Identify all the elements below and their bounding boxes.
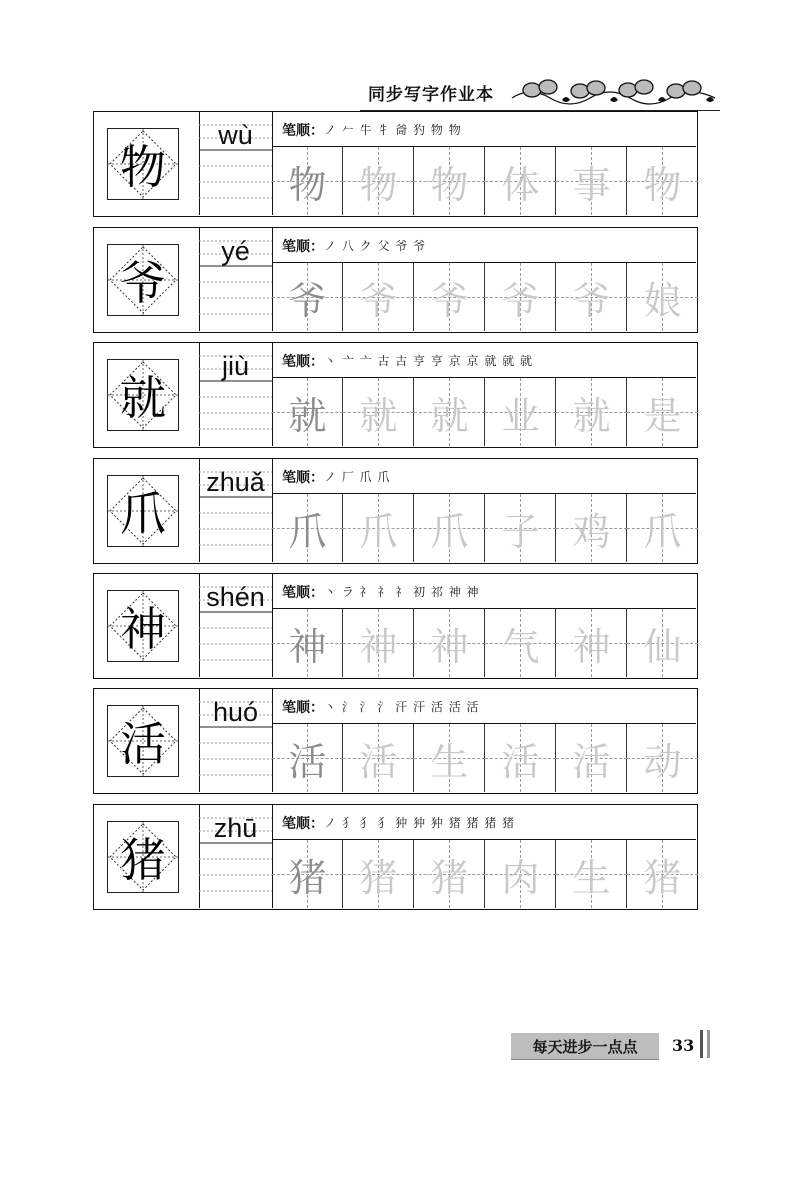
stroke-order-sequence: 丶 ラ 礻 礻 礻 初 祁 神 神 — [324, 585, 480, 599]
pinyin: shén — [206, 582, 265, 612]
practice-cell[interactable] — [343, 724, 414, 792]
stroke-order-label: 笔顺： — [282, 816, 324, 832]
trace-character: 生 — [572, 855, 611, 900]
practice-cell[interactable] — [414, 263, 485, 331]
page-number: 33 — [672, 1036, 695, 1055]
stroke-order-sequence: 丶 氵 氵 氵 汗 汗 活 活 活 — [324, 700, 480, 714]
stroke-order-label: 笔顺： — [282, 585, 324, 601]
practice-cells — [272, 724, 698, 792]
trace-character: 物 — [359, 162, 398, 207]
stroke-order-row — [272, 228, 696, 263]
trace-character: 就 — [359, 393, 398, 438]
stroke-order-label: 笔顺： — [282, 123, 324, 139]
trace-character: 动 — [643, 739, 682, 784]
pinyin-cell — [199, 574, 273, 677]
trace-character: 鸡 — [572, 509, 611, 554]
practice-cell[interactable] — [627, 147, 698, 215]
trace-character: 就 — [288, 393, 327, 438]
trace-character: 爷 — [430, 278, 469, 323]
practice-cell[interactable] — [343, 378, 414, 446]
practice-cell[interactable] — [485, 263, 556, 331]
trace-character: 娘 — [643, 278, 682, 323]
pinyin: zhū — [213, 813, 258, 843]
pinyin-cell — [199, 228, 273, 331]
trace-character: 气 — [501, 624, 540, 669]
practice-cell[interactable] — [485, 494, 556, 562]
trace-character: 爪 — [288, 509, 327, 554]
tian-zi-grid — [107, 705, 179, 777]
character-row — [93, 342, 698, 448]
practice-cell[interactable] — [272, 840, 343, 908]
practice-cell[interactable] — [272, 378, 343, 446]
trace-character: 活 — [359, 739, 398, 784]
trace-character: 就 — [572, 393, 611, 438]
pinyin: huó — [212, 697, 259, 727]
practice-cell[interactable] — [627, 378, 698, 446]
stroke-order-sequence: ノ 厂 爪 爪 — [324, 470, 391, 484]
practice-cell[interactable] — [556, 840, 627, 908]
pinyin: jiù — [221, 351, 249, 381]
practice-cell[interactable] — [272, 147, 343, 215]
trace-character: 神 — [288, 624, 327, 669]
stroke-order-label: 笔顺： — [282, 239, 324, 255]
model-char-cell — [94, 343, 200, 446]
practice-cell[interactable] — [272, 609, 343, 677]
trace-character: 活 — [572, 739, 611, 784]
model-character: 神 — [120, 602, 166, 656]
pinyin-cell — [199, 459, 273, 562]
trace-character: 爪 — [430, 509, 469, 554]
practice-cell[interactable] — [627, 724, 698, 792]
stroke-order-row — [272, 343, 696, 378]
practice-cell[interactable] — [556, 494, 627, 562]
trace-character: 猪 — [430, 855, 469, 900]
tian-zi-grid — [107, 590, 179, 662]
practice-cell[interactable] — [343, 840, 414, 908]
trace-character: 爪 — [643, 509, 682, 554]
practice-cell[interactable] — [556, 609, 627, 677]
model-char-cell — [94, 459, 200, 562]
model-char-cell — [94, 112, 200, 215]
footer-slogan: 每天进步一点点 — [511, 1033, 659, 1059]
stroke-order-sequence: ノ 犭 犭 犭 狆 狆 狆 猪 猪 猪 猪 — [324, 816, 516, 830]
book-title: 同步写字作业本 — [368, 85, 494, 105]
practice-cell[interactable] — [627, 840, 698, 908]
practice-cell[interactable] — [343, 263, 414, 331]
stroke-order-label: 笔顺： — [282, 354, 324, 370]
pinyin-cell — [199, 112, 273, 215]
trace-character: 爪 — [359, 509, 398, 554]
model-char-cell — [94, 689, 200, 792]
practice-cell[interactable] — [414, 147, 485, 215]
practice-cell[interactable] — [414, 724, 485, 792]
practice-cell[interactable] — [343, 609, 414, 677]
pinyin-cell — [199, 805, 273, 908]
tian-zi-grid — [107, 821, 179, 893]
trace-character: 物 — [430, 162, 469, 207]
page-edge-bar — [700, 1030, 703, 1058]
practice-cell[interactable] — [556, 378, 627, 446]
trace-character: 神 — [359, 624, 398, 669]
model-char-cell — [94, 228, 200, 331]
model-character: 就 — [120, 371, 166, 425]
practice-cell[interactable] — [343, 494, 414, 562]
practice-cells — [272, 494, 698, 562]
stroke-order-sequence: ノ 𠂉 牛 牜 㸗 犳 物 物 — [324, 123, 462, 137]
model-character: 活 — [120, 717, 166, 771]
trace-character: 体 — [501, 162, 540, 207]
trace-character: 神 — [430, 624, 469, 669]
practice-cells — [272, 378, 698, 446]
character-row — [93, 573, 698, 679]
pinyin: wù — [218, 120, 253, 150]
practice-cell[interactable] — [414, 840, 485, 908]
practice-cell[interactable] — [485, 724, 556, 792]
model-character: 物 — [120, 140, 166, 194]
model-character: 爪 — [120, 487, 166, 541]
trace-character: 子 — [501, 509, 540, 554]
practice-cell[interactable] — [414, 609, 485, 677]
trace-character: 事 — [572, 162, 611, 207]
trace-character: 物 — [288, 162, 327, 207]
tian-zi-grid — [107, 244, 179, 316]
practice-cell[interactable] — [627, 263, 698, 331]
trace-character: 物 — [643, 162, 682, 207]
trace-character: 就 — [430, 393, 469, 438]
character-row — [93, 111, 698, 217]
model-character: 猪 — [120, 833, 166, 887]
trace-character: 是 — [643, 393, 682, 438]
practice-cell[interactable] — [485, 147, 556, 215]
tian-zi-grid — [107, 359, 179, 431]
trace-character: 神 — [572, 624, 611, 669]
page-edge-bar — [707, 1030, 710, 1058]
trace-character: 爷 — [288, 278, 327, 323]
trace-character: 活 — [501, 739, 540, 784]
practice-cell[interactable] — [272, 494, 343, 562]
trace-character: 活 — [288, 739, 327, 784]
footer-rule — [511, 1059, 659, 1060]
trace-character: 猪 — [359, 855, 398, 900]
trace-character: 业 — [501, 393, 540, 438]
practice-cells — [272, 263, 698, 331]
stroke-order-label: 笔顺： — [282, 700, 324, 716]
practice-cell[interactable] — [485, 378, 556, 446]
stroke-order-row — [272, 689, 696, 724]
stroke-order-row — [272, 805, 696, 840]
model-char-cell — [94, 574, 200, 677]
practice-cell[interactable] — [414, 494, 485, 562]
practice-cell[interactable] — [556, 724, 627, 792]
pinyin: zhuǎ — [206, 467, 265, 497]
trace-character: 肉 — [501, 855, 540, 900]
practice-cell[interactable] — [485, 840, 556, 908]
tian-zi-grid — [107, 475, 179, 547]
tian-zi-grid — [107, 128, 179, 200]
page-header — [360, 76, 740, 116]
character-row — [93, 688, 698, 794]
trace-character: 仙 — [643, 624, 682, 669]
practice-cell[interactable] — [627, 609, 698, 677]
model-character: 爷 — [120, 256, 166, 310]
stroke-order-sequence: 丶 亠 亠 古 古 亨 亨 京 京 就 就 就 — [324, 354, 533, 368]
practice-cell[interactable] — [272, 724, 343, 792]
practice-cell[interactable] — [414, 378, 485, 446]
pinyin-cell — [199, 343, 273, 446]
practice-cells — [272, 147, 698, 215]
stroke-order-row — [272, 574, 696, 609]
character-row — [93, 458, 698, 564]
practice-cell[interactable] — [272, 263, 343, 331]
character-row — [93, 227, 698, 333]
stroke-order-row — [272, 112, 696, 147]
stroke-order-sequence: ノ 八 ク 父 爷 爷 — [324, 239, 427, 253]
trace-character: 猪 — [288, 855, 327, 900]
model-char-cell — [94, 805, 200, 908]
trace-character: 爷 — [359, 278, 398, 323]
pinyin-cell — [199, 689, 273, 792]
leaf-vine-decoration — [510, 76, 720, 110]
practice-cells — [272, 840, 698, 908]
practice-cell[interactable] — [556, 263, 627, 331]
practice-cell[interactable] — [343, 147, 414, 215]
stroke-order-row — [272, 459, 696, 494]
pinyin: yé — [221, 236, 250, 266]
trace-character: 爷 — [572, 278, 611, 323]
practice-cell[interactable] — [485, 609, 556, 677]
practice-cell[interactable] — [556, 147, 627, 215]
practice-cells — [272, 609, 698, 677]
stroke-order-label: 笔顺： — [282, 470, 324, 486]
trace-character: 爷 — [501, 278, 540, 323]
trace-character: 生 — [430, 739, 469, 784]
trace-character: 猪 — [643, 855, 682, 900]
practice-cell[interactable] — [627, 494, 698, 562]
character-row — [93, 804, 698, 910]
